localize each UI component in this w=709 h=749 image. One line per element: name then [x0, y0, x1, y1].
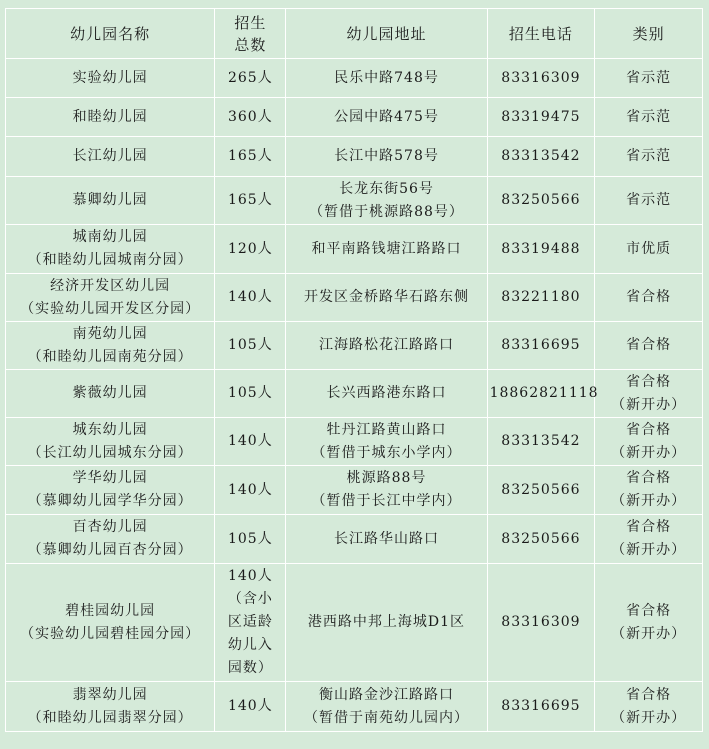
cell-phone: [487, 177, 595, 225]
cell-total-line: 140人: [227, 698, 273, 714]
cell-name-line: 实验幼儿园: [72, 69, 148, 86]
cell-category: [595, 225, 703, 274]
cell-total: [215, 564, 286, 682]
cell-phone: [487, 225, 595, 274]
cell-name: [6, 418, 215, 466]
header-category: 类别: [595, 9, 703, 59]
cell-address: [286, 682, 487, 732]
cell-address-line: 港西路中邦上海城D1区: [307, 614, 466, 630]
cell-address-line: 公园中路475号: [334, 108, 439, 125]
cell-phone: [487, 370, 599, 418]
cell-total-line: 园数）: [227, 660, 273, 676]
cell-phone-line: 83316309: [501, 614, 581, 630]
cell-category: [595, 418, 703, 466]
cell-name: [6, 274, 215, 322]
cell-address-line: （暂借于城东小学内）: [311, 444, 462, 461]
cell-phone-line: 83316309: [501, 69, 581, 86]
cell-category-line: 省合格: [626, 470, 672, 486]
header-row: [6, 9, 703, 59]
cell-category: [595, 370, 703, 418]
cell-category-line: 省合格: [626, 373, 672, 390]
cell-name: [6, 59, 215, 98]
cell-address: [286, 177, 487, 225]
header-phone: 招生电话: [487, 9, 595, 59]
cell-name-line: 学华幼儿园: [72, 470, 148, 486]
table-row: [6, 177, 703, 225]
table-row: [6, 466, 703, 515]
cell-phone-line: 83250566: [501, 481, 581, 498]
cell-name-line: （长江幼儿园城东分园）: [27, 444, 193, 461]
cell-phone: [487, 515, 595, 564]
cell-phone-line: 83316695: [501, 337, 581, 353]
cell-category-line: （新开办）: [611, 625, 687, 642]
cell-total: [215, 59, 286, 98]
cell-name-line: （慕卿幼儿园百杏分园）: [27, 542, 193, 558]
cell-total-line: 区适龄: [227, 614, 273, 630]
cell-address-line: 衡山路金沙江路路口: [318, 686, 454, 703]
cell-address: [286, 418, 487, 466]
cell-category: [595, 59, 703, 98]
cell-phone-line: 83313542: [501, 433, 581, 449]
cell-total: [215, 225, 286, 274]
cell-phone: [487, 682, 595, 732]
cell-category: [595, 564, 703, 682]
cell-category-line: 省合格: [626, 337, 672, 353]
cell-name-line: 和睦幼儿园: [72, 108, 148, 125]
cell-total-line: 140人: [227, 433, 273, 449]
cell-total-line: 165人: [227, 148, 273, 164]
cell-total: [215, 137, 286, 177]
cell-name: [6, 177, 215, 225]
cell-category-line: 省合格: [626, 421, 672, 438]
table-row: [6, 322, 703, 370]
cell-name-line: 城南幼儿园: [72, 229, 148, 245]
table-row: [6, 274, 703, 322]
cell-phone: [487, 322, 595, 370]
cell-address: [286, 515, 487, 564]
cell-category-line: （新开办）: [611, 542, 687, 558]
cell-name: [6, 370, 215, 418]
cell-address-line: 长江中路578号: [334, 148, 439, 164]
cell-phone-line: 83313542: [501, 148, 581, 164]
cell-phone: [487, 59, 595, 98]
cell-total: [215, 322, 286, 370]
cell-total: [215, 418, 286, 466]
cell-category: [595, 682, 703, 732]
cell-name: [6, 515, 215, 564]
cell-category-line: 省合格: [626, 519, 672, 535]
table-row: [6, 225, 703, 274]
cell-address-line: 牡丹江路黄山路口: [326, 421, 447, 438]
cell-address: [286, 322, 487, 370]
table-row: [6, 682, 703, 732]
cell-address: [286, 370, 487, 418]
cell-address: [286, 274, 487, 322]
cell-total-line: 105人: [227, 530, 273, 547]
cell-total-line: 165人: [227, 192, 273, 208]
cell-category-line: （新开办）: [611, 396, 687, 413]
cell-category-line: 省合格: [626, 289, 672, 305]
cell-total-line: 120人: [227, 240, 273, 257]
header-address: 幼儿园地址: [286, 9, 487, 59]
cell-address: [286, 225, 487, 274]
cell-phone-line: 83319475: [501, 108, 581, 125]
cell-address: [286, 466, 487, 515]
cell-category-line: 省示范: [626, 108, 672, 125]
cell-address-line: （暂借于桃源路88号）: [309, 203, 464, 220]
cell-phone-line: 83319488: [501, 240, 581, 257]
cell-name-line: 经济开发区幼儿园: [50, 277, 171, 294]
cell-total: [215, 274, 286, 322]
cell-address-line: （暂借于南苑幼儿园内）: [303, 709, 469, 726]
cell-category-line: （新开办）: [611, 709, 687, 726]
table-row: [6, 564, 703, 682]
cell-phone: [487, 418, 595, 466]
cell-total: [215, 466, 286, 515]
cell-category: [595, 98, 703, 137]
table-row: [6, 418, 703, 466]
cell-total-line: 140人: [227, 289, 273, 305]
cell-address-line: 长江路华山路口: [333, 530, 439, 547]
cell-name-line: 紫薇幼儿园: [72, 385, 148, 401]
cell-total: [215, 682, 286, 732]
cell-name-line: （慕卿幼儿园学华分园）: [27, 493, 193, 509]
cell-category: [595, 177, 703, 225]
cell-category-line: 省合格: [626, 602, 672, 619]
cell-total-line: 140人: [227, 481, 273, 498]
table-row: [6, 98, 703, 137]
cell-address-line: 长兴西路港东路口: [326, 385, 447, 401]
cell-address-line: 江海路松花江路路口: [318, 337, 454, 353]
table-row: [6, 137, 703, 177]
cell-total: [215, 515, 286, 564]
cell-category: [595, 274, 703, 322]
cell-category-line: 市优质: [626, 240, 672, 257]
cell-category: [595, 137, 703, 177]
table-row: [6, 370, 703, 418]
cell-phone: [487, 274, 595, 322]
cell-phone-line: 18862821118: [489, 385, 599, 401]
cell-name-line: 长江幼儿园: [72, 148, 148, 164]
cell-address-line: 开发区金桥路华石路东侧: [303, 289, 469, 305]
cell-category: [595, 515, 703, 564]
cell-name: [6, 98, 215, 137]
cell-address: [286, 564, 487, 682]
cell-total-line: 140人: [227, 568, 273, 584]
cell-name: [6, 682, 215, 732]
cell-name: [6, 137, 215, 177]
cell-address-line: 桃源路88号: [346, 470, 427, 486]
cell-address-line: 长龙东街56号: [339, 180, 434, 197]
cell-category-line: （新开办）: [611, 493, 687, 509]
cell-phone-line: 83221180: [501, 289, 581, 305]
cell-name-line: 南苑幼儿园: [72, 325, 148, 342]
cell-phone: [487, 98, 595, 137]
cell-name-line: （和睦幼儿园翡翠分园）: [27, 709, 193, 726]
cell-category-line: 省示范: [626, 69, 672, 86]
cell-name: [6, 564, 215, 682]
cell-phone: [487, 564, 595, 682]
cell-address-line: （暂借于长江中学内）: [311, 493, 462, 509]
cell-name-line: 慕卿幼儿园: [72, 192, 148, 208]
cell-address-line: 民乐中路748号: [334, 69, 439, 86]
cell-total: [215, 370, 286, 418]
cell-total-line: 265人: [227, 69, 273, 86]
cell-address-line: 和平南路钱塘江路路口: [311, 240, 462, 257]
cell-total-line: 360人: [227, 108, 273, 125]
cell-total: [215, 98, 286, 137]
cell-phone-line: 83316695: [501, 698, 581, 714]
cell-address: [286, 98, 487, 137]
cell-name-line: （实验幼儿园碧桂园分园）: [20, 625, 201, 642]
cell-name-line: 百杏幼儿园: [72, 519, 148, 535]
cell-category: [595, 466, 703, 515]
cell-address: [286, 59, 487, 98]
cell-total-line: 幼儿入: [227, 637, 273, 653]
header-name: 幼儿园名称: [6, 9, 215, 59]
cell-category: [595, 322, 703, 370]
cell-name: [6, 466, 215, 515]
header-total: 招生 总数: [215, 9, 286, 59]
kindergarten-enrollment-table: [5, 8, 703, 732]
cell-name-line: 翡翠幼儿园: [72, 686, 148, 703]
cell-name-line: （和睦幼儿园南苑分园）: [27, 348, 193, 365]
cell-name: [6, 322, 215, 370]
table-row: [6, 515, 703, 564]
table-row: [6, 59, 703, 98]
cell-category-line: 省示范: [626, 192, 672, 208]
cell-phone-line: 83250566: [501, 192, 581, 208]
cell-name-line: 城东幼儿园: [72, 421, 148, 438]
cell-total-line: 105人: [227, 385, 273, 401]
cell-phone: [487, 466, 595, 515]
cell-category-line: （新开办）: [611, 444, 687, 461]
cell-name-line: （实验幼儿园开发区分园）: [20, 300, 201, 317]
cell-name: [6, 225, 215, 274]
cell-total: [215, 177, 286, 225]
cell-address: [286, 137, 487, 177]
cell-name-line: 碧桂园幼儿园: [65, 602, 156, 619]
cell-total-line: （含小: [227, 591, 273, 607]
cell-category-line: 省示范: [626, 148, 672, 164]
cell-phone-line: 83250566: [501, 530, 581, 547]
cell-phone: [487, 137, 595, 177]
cell-category-line: 省合格: [626, 686, 672, 703]
cell-total-line: 105人: [227, 337, 273, 353]
cell-name-line: （和睦幼儿园城南分园）: [27, 252, 193, 268]
